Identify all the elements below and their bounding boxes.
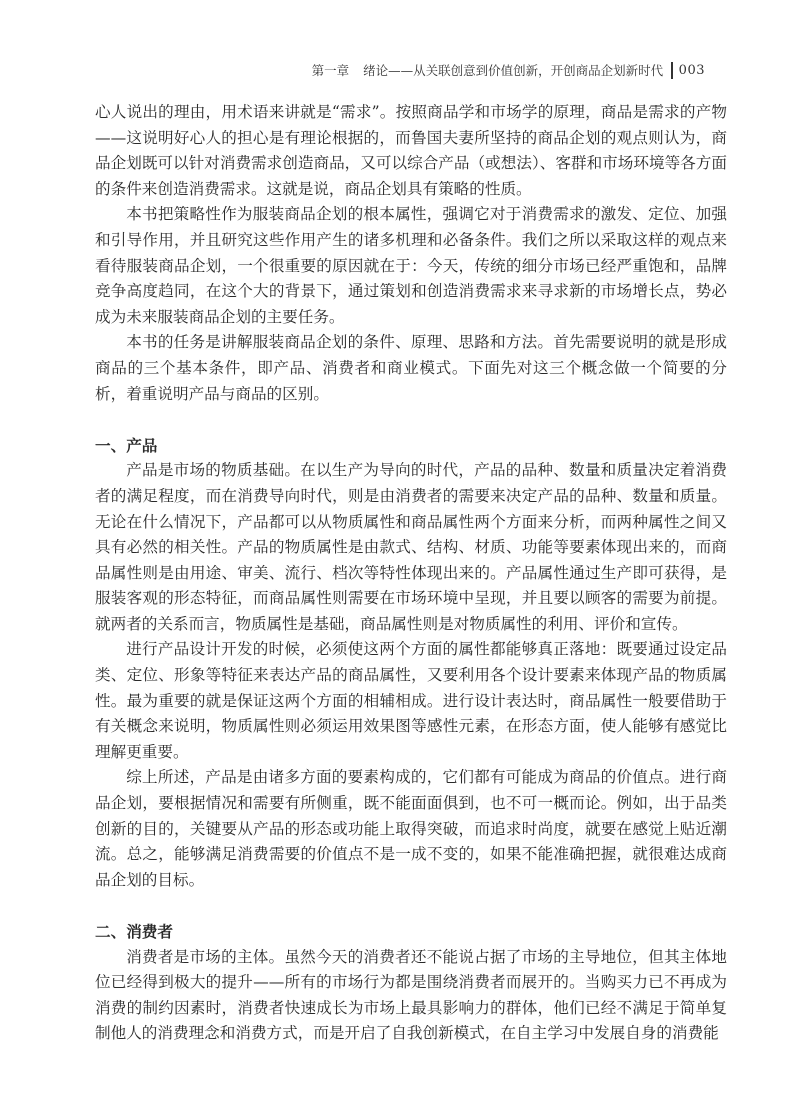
chapter-title: 绪论——从关联创意到价值创新，开创商品企划新时代 xyxy=(363,63,664,78)
paragraph: 消费者是市场的主体。虽然今天的消费者还不能说占据了市场的主导地位，但其主体地位已经得到极大的提升——所有的市场行为都是围绕消费者而展开的。当购买力已不再成为消费的制约因素时，消费者快速成长为市场上最具影响力的群体，他们已经不满足于简单复制他人的消费理念和消费方式，而是开启了自我创新模式，在自主学习中发展自身的消费能 xyxy=(95,947,727,1043)
section-gap xyxy=(95,407,727,433)
page-number: 003 xyxy=(678,62,705,78)
chapter-label: 第一章 xyxy=(311,63,350,78)
paragraph: 心人说出的理由，用术语来讲就是“需求”。按照商品学和市场学的原理，商品是需求的产物——这说明好心人的担心是有理论根据的，而鲁国夫妻所坚持的商品企划的观点则认为，商品企划既可以针对消费需求创造商品，又可以综合产品（或想法）、客群和市场环境等各方面的条件来创造消费需求。这就是说，商品企划具有策略的性质。 xyxy=(95,103,727,198)
paragraph: 产品是市场的物质基础。在以生产为导向的时代，产品的品种、数量和质量决定着消费者的满足程度，而在消费导向时代，则是由消费者的需要来决定产品的品种、数量和质量。无论在什么情况下，产品都可以从物质属性和商品属性两个方面来分析，而两种属性之间又具有必然的相关性。产品的物质属性是由款式、结构、材质、功能等要素体现出来的，而商品属性则是由用途、审美、流行、档次等特性体现出来的。产品属性通过生产即可获得，是服装客观的形态特征，而商品属性则需要在市场环境中呈现，并且要以顾客的需要为前提。就两者的关系而言，物质属性是基础，商品属性则是对物质属性的利用、评价和宣传。 xyxy=(95,461,727,633)
section-gap xyxy=(95,893,727,919)
header-divider xyxy=(671,62,673,79)
paragraph: 综上所述，产品是由诸多方面的要素构成的，它们都有可能成为商品的价值点。进行商品企划，要根据情况和需要有所侧重，既不能面面俱到，也不可一概而论。例如，出于品类创新的目的，关键要从产品的形态或功能上取得突破，而追求时尚度，就要在感觉上贴近潮流。总之，能够满足消费需要的价值点不是一成不变的，如果不能准确把握，就很难达成商品企划的目标。 xyxy=(95,768,727,889)
section-heading-consumer: 二、消费者 xyxy=(95,922,173,941)
page-body xyxy=(95,100,727,1047)
paragraph: 本书的任务是讲解服装商品企划的条件、原理、思路和方法。首先需要说明的就是形成商品的三个基本条件，即产品、消费者和商业模式。下面先对这三个概念做一个简要的分析，着重说明产品与商品的区别。 xyxy=(95,333,727,403)
paragraph: 进行产品设计开发的时候，必须使这两个方面的属性都能够真正落地：既要通过设定品类、定位、形象等特征来表达产品的商品属性，又要利用各个设计要素来体现产品的物质属性。最为重要的就是保证这两个方面的相辅相成。进行设计表达时，商品属性一般要借助于有关概念来说明，物质属性则必须运用效果图等感性元素，在形态方面，使人能够有感觉比理解更重要。 xyxy=(95,640,727,761)
section-heading-product: 一、产品 xyxy=(95,435,158,455)
running-header xyxy=(312,61,705,79)
paragraph: 本书把策略性作为服装商品企划的根本属性，强调它对于消费需求的激发、定位、加强和引导作用，并且研究这些作用产生的诸多机理和必备条件。我们之所以采取这样的观点来看待服装商品企划，一个很重要的原因就在于：今天，传统的细分市场已经严重饱和，品牌竞争高度趋同，在这个大的背景下，通过策划和创造消费需求来寻求新的市场增长点，势必成为未来服装商品企划的主要任务。 xyxy=(95,205,727,326)
